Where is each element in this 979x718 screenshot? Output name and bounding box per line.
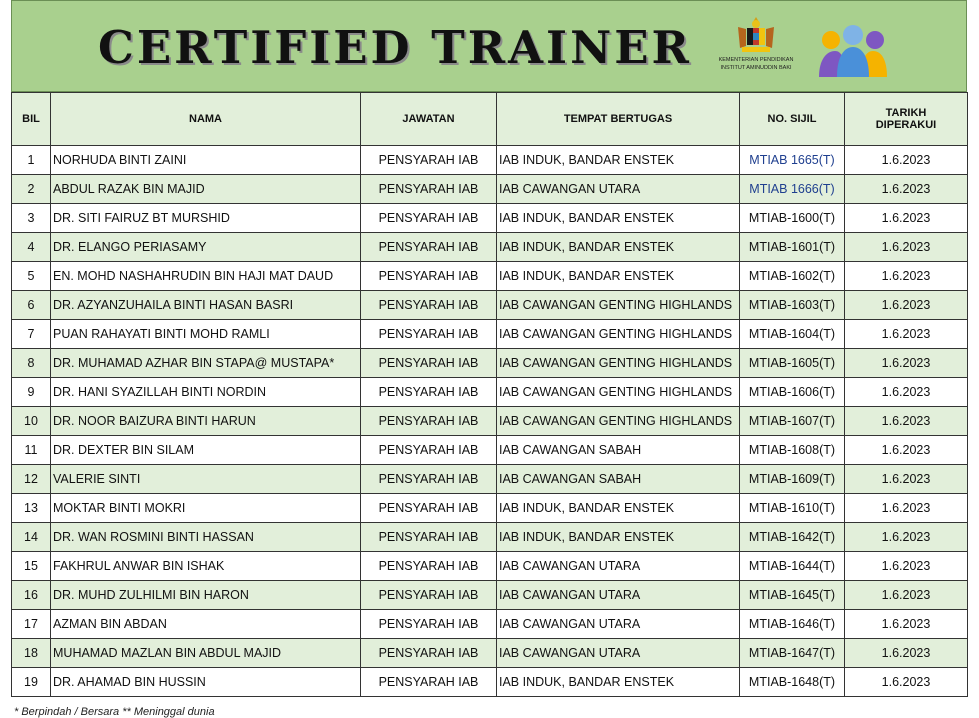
cell-jawatan: PENSYARAH IAB — [361, 175, 497, 204]
table-row — [12, 581, 968, 610]
cell-nama: DR. AZYANZUHAILA BINTI HASAN BASRI — [51, 291, 361, 320]
cell-bil: 1 — [12, 146, 51, 175]
cell-sijil: MTIAB-1607(T) — [740, 407, 845, 436]
cell-tempat: IAB INDUK, BANDAR ENSTEK — [497, 204, 740, 233]
table-row — [12, 320, 968, 349]
col-tarikh-diperakui — [845, 93, 968, 146]
cell-nama: DR. WAN ROSMINI BINTI HASSAN — [51, 523, 361, 552]
table-row — [12, 378, 968, 407]
cell-sijil: MTIAB-1646(T) — [740, 610, 845, 639]
cell-jawatan: PENSYARAH IAB — [361, 639, 497, 668]
cell-nama: DR. HANI SYAZILLAH BINTI NORDIN — [51, 378, 361, 407]
cell-bil: 10 — [12, 407, 51, 436]
footnote: * Berpindah / Bersara ** Meninggal dunia — [14, 706, 215, 718]
table-row — [12, 436, 968, 465]
table-row — [12, 523, 968, 552]
cell-tempat: IAB INDUK, BANDAR ENSTEK — [497, 146, 740, 175]
cell-nama: FAKHRUL ANWAR BIN ISHAK — [51, 552, 361, 581]
cell-jawatan: PENSYARAH IAB — [361, 146, 497, 175]
cell-tempat: IAB CAWANGAN GENTING HIGHLANDS — [497, 320, 740, 349]
cell-nama: VALERIE SINTI — [51, 465, 361, 494]
col-bil: BIL — [12, 93, 51, 146]
cell-tempat: IAB CAWANGAN SABAH — [497, 465, 740, 494]
cell-jawatan: PENSYARAH IAB — [361, 233, 497, 262]
cell-nama: DR. DEXTER BIN SILAM — [51, 436, 361, 465]
table-row — [12, 175, 968, 204]
cell-bil: 16 — [12, 581, 51, 610]
table-row — [12, 349, 968, 378]
certified-trainer-sheet — [11, 0, 967, 697]
cell-tarikh: 1.6.2023 — [845, 146, 968, 175]
table-row — [12, 552, 968, 581]
cell-nama: DR. NOOR BAIZURA BINTI HARUN — [51, 407, 361, 436]
table-row — [12, 639, 968, 668]
cell-tarikh: 1.6.2023 — [845, 407, 968, 436]
col-jawatan: JAWATAN — [361, 93, 497, 146]
cell-tarikh: 1.6.2023 — [845, 639, 968, 668]
cell-tarikh: 1.6.2023 — [845, 668, 968, 697]
people-group-icon — [817, 21, 889, 79]
cell-tempat: IAB INDUK, BANDAR ENSTEK — [497, 494, 740, 523]
crest-line-1: KEMENTERIAN PENDIDIKAN — [718, 57, 794, 63]
cell-jawatan: PENSYARAH IAB — [361, 523, 497, 552]
cell-bil: 2 — [12, 175, 51, 204]
crest-line-2: INSTITUT AMINUDDIN BAKI — [720, 65, 792, 71]
cell-bil: 3 — [12, 204, 51, 233]
cell-sijil: MTIAB 1666(T) — [740, 175, 845, 204]
cell-jawatan: PENSYARAH IAB — [361, 262, 497, 291]
cell-tempat: IAB CAWANGAN GENTING HIGHLANDS — [497, 407, 740, 436]
cell-tarikh: 1.6.2023 — [845, 378, 968, 407]
cell-nama: DR. ELANGO PERIASAMY — [51, 233, 361, 262]
cell-bil: 17 — [12, 610, 51, 639]
cell-jawatan: PENSYARAH IAB — [361, 436, 497, 465]
cell-jawatan: PENSYARAH IAB — [361, 204, 497, 233]
cell-sijil: MTIAB-1601(T) — [740, 233, 845, 262]
cell-tempat: IAB CAWANGAN UTARA — [497, 610, 740, 639]
cell-tempat: IAB CAWANGAN UTARA — [497, 581, 740, 610]
cell-tempat: IAB CAWANGAN UTARA — [497, 639, 740, 668]
col-nama: NAMA — [51, 93, 361, 146]
title-banner — [11, 0, 967, 92]
cell-jawatan: PENSYARAH IAB — [361, 320, 497, 349]
table-row — [12, 407, 968, 436]
cell-bil: 18 — [12, 639, 51, 668]
cell-nama: AZMAN BIN ABDAN — [51, 610, 361, 639]
cell-sijil: MTIAB-1600(T) — [740, 204, 845, 233]
cell-tarikh: 1.6.2023 — [845, 291, 968, 320]
cell-bil: 5 — [12, 262, 51, 291]
cell-tempat: IAB INDUK, BANDAR ENSTEK — [497, 668, 740, 697]
cell-jawatan: PENSYARAH IAB — [361, 494, 497, 523]
cell-nama: MUHAMAD MAZLAN BIN ABDUL MAJID — [51, 639, 361, 668]
trainer-table — [11, 92, 968, 697]
table-row — [12, 610, 968, 639]
cell-bil: 15 — [12, 552, 51, 581]
cell-tarikh: 1.6.2023 — [845, 175, 968, 204]
cell-jawatan: PENSYARAH IAB — [361, 552, 497, 581]
cell-sijil: MTIAB-1642(T) — [740, 523, 845, 552]
cell-tempat: IAB INDUK, BANDAR ENSTEK — [497, 523, 740, 552]
cell-tempat: IAB CAWANGAN SABAH — [497, 436, 740, 465]
table-header-row — [12, 93, 968, 146]
cell-jawatan: PENSYARAH IAB — [361, 349, 497, 378]
cell-bil: 19 — [12, 668, 51, 697]
cell-sijil: MTIAB-1609(T) — [740, 465, 845, 494]
cell-sijil: MTIAB-1644(T) — [740, 552, 845, 581]
cell-jawatan: PENSYARAH IAB — [361, 378, 497, 407]
cell-nama: MOKTAR BINTI MOKRI — [51, 494, 361, 523]
table-row — [12, 146, 968, 175]
cell-sijil: MTIAB-1602(T) — [740, 262, 845, 291]
cell-nama: NORHUDA BINTI ZAINI — [51, 146, 361, 175]
cell-sijil: MTIAB-1647(T) — [740, 639, 845, 668]
malaysia-coat-of-arms-icon — [734, 15, 778, 55]
col-no-sijil: NO. SIJIL — [740, 93, 845, 146]
cell-tarikh: 1.6.2023 — [845, 204, 968, 233]
cell-tarikh: 1.6.2023 — [845, 494, 968, 523]
cell-tempat: IAB CAWANGAN GENTING HIGHLANDS — [497, 349, 740, 378]
cell-bil: 12 — [12, 465, 51, 494]
cell-tarikh: 1.6.2023 — [845, 581, 968, 610]
cell-nama: ABDUL RAZAK BIN MAJID — [51, 175, 361, 204]
cell-tarikh: 1.6.2023 — [845, 436, 968, 465]
cell-tempat: IAB CAWANGAN GENTING HIGHLANDS — [497, 378, 740, 407]
cell-tempat: IAB CAWANGAN UTARA — [497, 175, 740, 204]
cell-sijil: MTIAB-1645(T) — [740, 581, 845, 610]
cell-tarikh: 1.6.2023 — [845, 465, 968, 494]
cell-sijil: MTIAB-1603(T) — [740, 291, 845, 320]
cell-nama: DR. AHAMAD BIN HUSSIN — [51, 668, 361, 697]
cell-bil: 14 — [12, 523, 51, 552]
cell-jawatan: PENSYARAH IAB — [361, 291, 497, 320]
cell-tempat: IAB CAWANGAN UTARA — [497, 552, 740, 581]
page-title: CERTIFIED TRAINER — [98, 21, 692, 74]
cell-sijil: MTIAB-1604(T) — [740, 320, 845, 349]
table-row — [12, 668, 968, 697]
cell-sijil: MTIAB 1665(T) — [740, 146, 845, 175]
cell-sijil: MTIAB-1648(T) — [740, 668, 845, 697]
cell-tempat: IAB INDUK, BANDAR ENSTEK — [497, 233, 740, 262]
cell-bil: 8 — [12, 349, 51, 378]
cell-sijil: MTIAB-1605(T) — [740, 349, 845, 378]
cell-nama: DR. MUHAMAD AZHAR BIN STAPA@ MUSTAPA* — [51, 349, 361, 378]
cell-bil: 11 — [12, 436, 51, 465]
cell-sijil: MTIAB-1608(T) — [740, 436, 845, 465]
cell-jawatan: PENSYARAH IAB — [361, 668, 497, 697]
table-row — [12, 204, 968, 233]
table-row — [12, 494, 968, 523]
cell-tarikh: 1.6.2023 — [845, 320, 968, 349]
cell-tarikh: 1.6.2023 — [845, 233, 968, 262]
table-row — [12, 262, 968, 291]
cell-nama: PUAN RAHAYATI BINTI MOHD RAMLI — [51, 320, 361, 349]
cell-tarikh: 1.6.2023 — [845, 552, 968, 581]
cell-bil: 7 — [12, 320, 51, 349]
cell-jawatan: PENSYARAH IAB — [361, 407, 497, 436]
table-row — [12, 233, 968, 262]
cell-jawatan: PENSYARAH IAB — [361, 610, 497, 639]
cell-nama: EN. MOHD NASHAHRUDIN BIN HAJI MAT DAUD — [51, 262, 361, 291]
cell-sijil: MTIAB-1610(T) — [740, 494, 845, 523]
cell-bil: 4 — [12, 233, 51, 262]
cell-tarikh: 1.6.2023 — [845, 262, 968, 291]
cell-jawatan: PENSYARAH IAB — [361, 581, 497, 610]
table-row — [12, 291, 968, 320]
cell-tempat: IAB INDUK, BANDAR ENSTEK — [497, 262, 740, 291]
col-tempat-bertugas: TEMPAT BERTUGAS — [497, 93, 740, 146]
cell-sijil: MTIAB-1606(T) — [740, 378, 845, 407]
cell-tempat: IAB CAWANGAN GENTING HIGHLANDS — [497, 291, 740, 320]
cell-tarikh: 1.6.2023 — [845, 349, 968, 378]
cell-bil: 13 — [12, 494, 51, 523]
cell-bil: 9 — [12, 378, 51, 407]
cell-nama: DR. MUHD ZULHILMI BIN HARON — [51, 581, 361, 610]
cell-nama: DR. SITI FAIRUZ BT MURSHID — [51, 204, 361, 233]
cell-bil: 6 — [12, 291, 51, 320]
cell-tarikh: 1.6.2023 — [845, 610, 968, 639]
ministry-crest — [716, 15, 796, 71]
cell-jawatan: PENSYARAH IAB — [361, 465, 497, 494]
table-row — [12, 465, 968, 494]
col-tarikh-line1: TARIKH — [885, 107, 927, 119]
col-tarikh-line2: DIPERAKUI — [875, 119, 937, 131]
cell-tarikh: 1.6.2023 — [845, 523, 968, 552]
